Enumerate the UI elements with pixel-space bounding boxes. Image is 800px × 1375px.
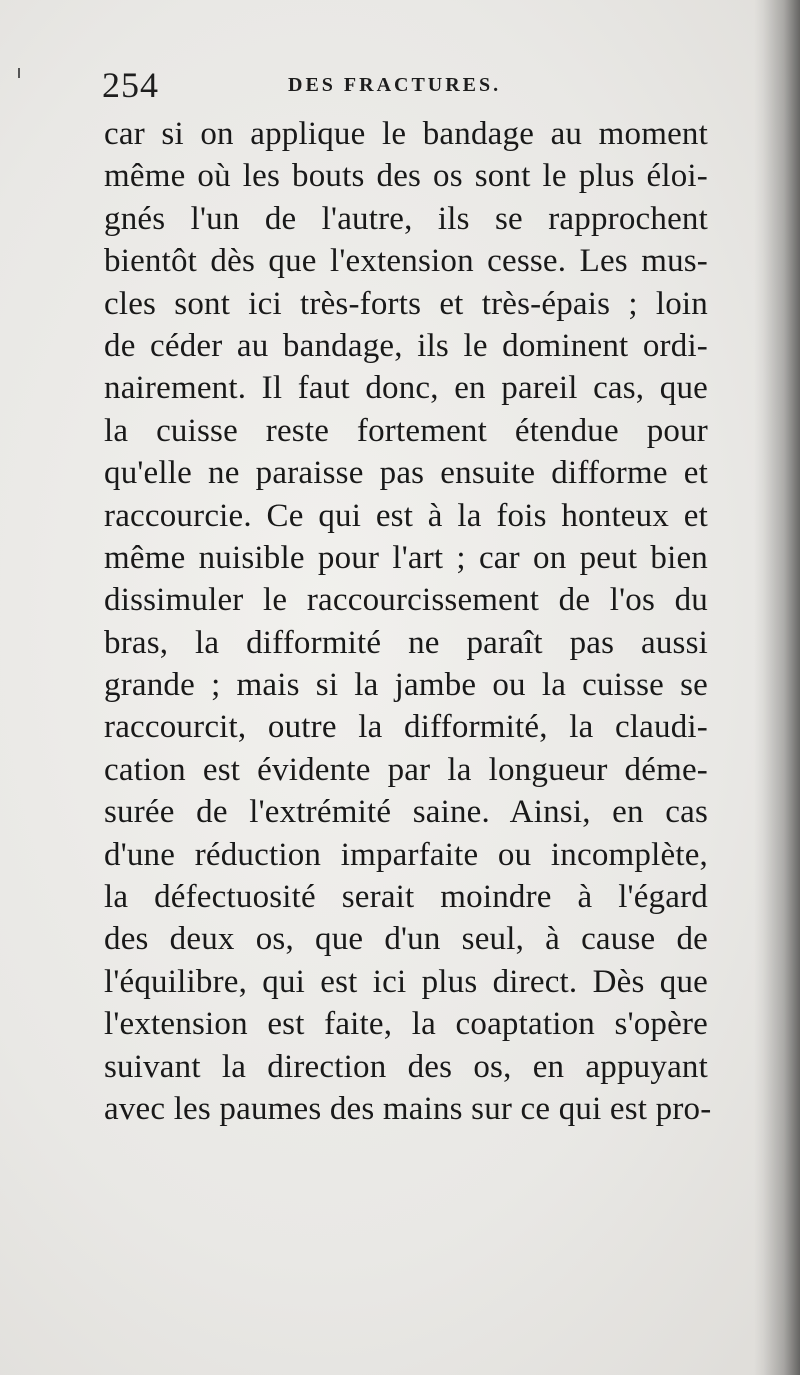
text-line: suivant la direction des os, en appuyant bbox=[104, 1048, 708, 1085]
text-line: car si on applique le bandage au moment bbox=[104, 116, 708, 152]
text-line: des deux os, que d'un seul, à cause de bbox=[104, 921, 708, 958]
text-line: l'équilibre, qui est ici plus direct. Dès que bbox=[104, 963, 708, 1000]
text-line: surée de l'extrémité saine. Ainsi, en cas bbox=[104, 794, 708, 831]
text-line: raccourcit, outre la difformité, la claudi- bbox=[104, 709, 708, 746]
page-number: 254 bbox=[102, 65, 159, 105]
text-line: d'une réduction imparfaite ou incomplète, bbox=[104, 836, 708, 873]
text-line: la cuisse reste fortement étendue pour bbox=[104, 412, 708, 449]
spine-shadow bbox=[754, 0, 800, 1375]
text-line: gnés l'un de l'autre, ils se rapprochent bbox=[104, 200, 708, 237]
page-header bbox=[102, 60, 702, 110]
text-line: bras, la difformité ne paraît pas aussi bbox=[104, 624, 708, 661]
text-line: l'extension est faite, la coaptation s'opère bbox=[104, 1006, 708, 1043]
text-line: nairement. Il faut donc, en pareil cas, que bbox=[104, 370, 708, 407]
running-head: DES FRACTURES. bbox=[288, 74, 502, 96]
text-line: grande ; mais si la jambe ou la cuisse se bbox=[104, 667, 708, 704]
text-line: bientôt dès que l'extension cesse. Les mus- bbox=[104, 243, 708, 280]
text-line: raccourcie. Ce qui est à la fois honteux et bbox=[104, 497, 708, 534]
text-line: cles sont ici très-forts et très-épais ; loin bbox=[104, 285, 708, 322]
text-line: qu'elle ne paraisse pas ensuite difforme et bbox=[104, 455, 708, 492]
text-line: de céder au bandage, ils le dominent ordi- bbox=[104, 327, 708, 364]
text-line: même où les bouts des os sont le plus éloi- bbox=[104, 158, 708, 195]
text-line: même nuisible pour l'art ; car on peut bien bbox=[104, 539, 708, 576]
margin-mark bbox=[18, 68, 20, 78]
text-line: avec les paumes des mains sur ce qui est pro- bbox=[104, 1090, 712, 1127]
text-line: dissimuler le raccourcissement de l'os du bbox=[104, 582, 708, 619]
text-line: la défectuosité serait moindre à l'égard bbox=[104, 879, 708, 916]
body-text bbox=[104, 113, 712, 1130]
text-line: cation est évidente par la longueur déme- bbox=[104, 751, 708, 788]
